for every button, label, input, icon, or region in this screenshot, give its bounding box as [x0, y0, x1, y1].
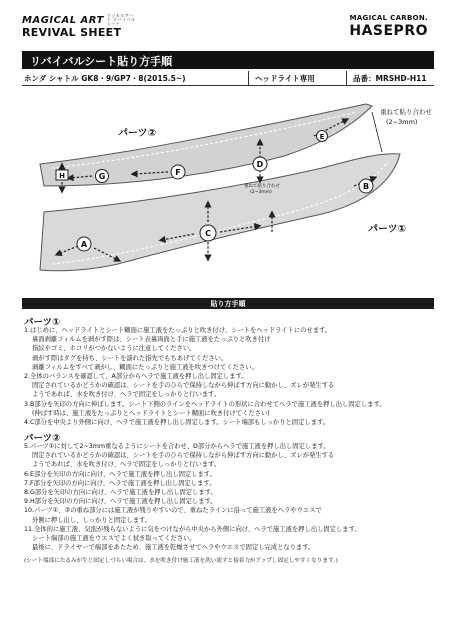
part-number-cell — [346, 71, 435, 85]
marker-g-label: G — [98, 172, 106, 181]
vehicle-model: ホンダ シャトル GK8・9/GP7・8(2015.5~) — [24, 74, 186, 83]
marker-c — [200, 225, 216, 241]
marker-e-label: E — [319, 133, 325, 141]
part1-label: パーツ① — [368, 224, 407, 235]
marker-f-label: F — [175, 168, 181, 177]
marker-b-label: B — [362, 182, 370, 191]
footnote: (シート端部にたるみが生じ固定しづらい場合は、水を吹き付け施工液を洗い流すと接着力がアップし固定しやすくなります。) — [24, 558, 338, 564]
part2-steps — [24, 442, 436, 552]
section-title-bar — [22, 298, 434, 309]
page-title: リバイバルシート貼り方手順 — [30, 55, 173, 68]
step-line: 剥がす際はタグを持ち、シートを濡れた指先でもちあげてください。 — [32, 354, 228, 362]
overlap-small-label: 重ねて貼り合わせ — [244, 184, 280, 189]
step-line: 外側に押し出し、しっかりと固定します。 — [32, 516, 152, 524]
step-line: 5.パーツ①に対して2~3mm重なるようにシートを合わせ、D部分からヘラで施工液を押し出し固定します。 — [24, 443, 330, 450]
step-line: 10.パーツ①、②の重ね部分には施工液が残りやすいので、重ねたラインに沿って施工液をヘラやウエスで — [24, 507, 322, 515]
title-bar — [22, 51, 434, 69]
step-line: 4.C部分を中央より外側に向け、ヘラで施工液を押し出し固定します。シート端部もしっかりと固定します。 — [24, 418, 330, 426]
step-line: ようであれば、水を吹き付け、ヘラで固定をしっかりと行います。 — [32, 391, 221, 399]
part2-heading: パーツ② — [24, 433, 61, 444]
overlap-leader — [372, 112, 382, 152]
installation-diagram — [22, 94, 434, 284]
brand-hasepro-logo: HASEPRO — [349, 23, 428, 39]
step-line: 9.H部分を矢印の方向に向け、ヘラで施工液を押し出し固定します。 — [24, 498, 217, 506]
overlap-small-size: (2~3mm) — [250, 190, 272, 195]
part1-heading: パーツ① — [24, 317, 61, 328]
step-line: 最後に、ドライヤーで端部をあたため、施工液を乾燥させてヘラやウエスで固定し完成となります。 — [32, 544, 315, 552]
step-line: ようであれば、水を吹き付け、ヘラで固定をしっかりと行います。 — [32, 461, 221, 469]
marker-a-label: A — [80, 240, 88, 249]
marker-e — [317, 131, 328, 142]
marker-h — [56, 170, 68, 180]
overlap-label: 重ねて貼り合わせ — [380, 108, 432, 116]
step-line: (伸ばす時は、施工液をたっぷりとヘッドライトとシート糊面に吹き付けてください) — [32, 409, 270, 417]
marker-a — [77, 237, 91, 251]
product-type-cell — [248, 71, 345, 85]
marker-c-label: C — [205, 229, 211, 238]
overlap-size: (2~3mm) — [386, 118, 418, 126]
step-line: 11.全体的に施工液、気泡が残らないように気をつけながら中央から外側に向け、ヘラで施工液を押し出し固定します。 — [24, 525, 361, 533]
part-number: 品番：MRSHD-H11 — [353, 74, 427, 83]
step-line: シート端部の施工液をウエスでよく拭き取ってください。 — [32, 534, 196, 542]
step-line: 裏面剥離フィルムを剥がす際は、シート表裏両面と手に施工液をたっぷりと吹き付け — [32, 336, 271, 344]
step-line: 剥離フィルムをすべて剥がし、糊面にたっぷりと施工液を吹きつけてください。 — [32, 363, 258, 371]
info-row — [22, 71, 434, 86]
marker-d-label: D — [256, 160, 264, 169]
marker-f — [171, 165, 185, 179]
step-line: 固定されているかどうかの確認は、シートを手のひらで保持しながら伸ばす方向に動かし、ズレが発生する — [32, 382, 335, 390]
part1-steps — [24, 326, 436, 427]
brand-magical-art: MAGICAL ART マジカルアート リバイバルシート — [22, 13, 136, 26]
step-line: 8.G部分を矢印の方向に向け、ヘラで施工液を押し出し固定します。 — [24, 488, 217, 496]
step-line: 指紋やゴミ、ホコリがつかないように注意してください。 — [32, 345, 196, 353]
brand-subtext: マジカルアート リバイバルシート — [106, 13, 136, 26]
part2-label: パーツ② — [118, 128, 157, 139]
step-line: 6.E部分を矢印の方向に向け、ヘラで施工液を押し出し固定します。 — [24, 470, 216, 478]
marker-d — [253, 157, 267, 171]
marker-g — [96, 170, 109, 183]
marker-h-label: H — [59, 172, 65, 180]
step-line: 1.はじめに、ヘッドライトとシート糊面に施工液をたっぷりと吹き付け、シートをヘッドライトにのせます。 — [24, 327, 332, 334]
step-line: 2.全体のバランスを確認して、A部分からヘラで施工液を押し出し固定します。 — [24, 372, 248, 380]
section-title: 貼り方手順 — [210, 300, 246, 308]
marker-b — [359, 179, 373, 193]
brand-revival-sheet: REVIVAL SHEET — [22, 26, 122, 39]
brand-magical-carbon: MAGICAL CARBON. — [349, 14, 428, 22]
product-type: ヘッドライト専用 — [255, 74, 315, 83]
step-line: 7.F部分を矢印の方向に向け、ヘラで施工液を押し出し固定します。 — [24, 479, 216, 487]
step-line: 固定されているかどうかの確認は、シートを手のひらで保持しながら伸ばす方向に動かし、ズレが発生する — [32, 452, 335, 460]
step-line: 3.B部分を矢印の方向に伸ばします。シート下側のラインをヘッドライトの形状に合わせてヘラで施工液を押し出し固定します。 — [24, 400, 386, 408]
